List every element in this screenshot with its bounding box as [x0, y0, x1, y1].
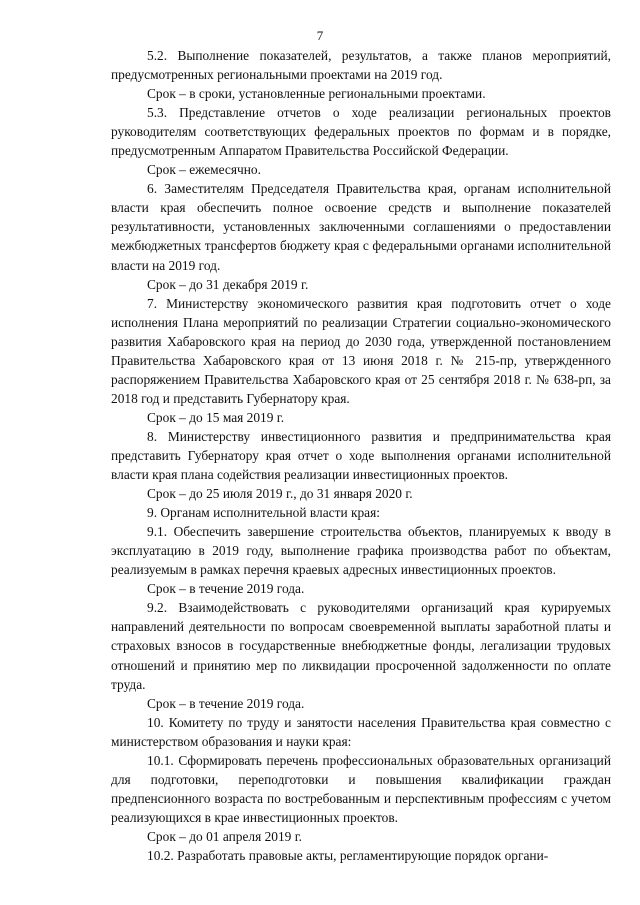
paragraph-9: 9. Органам исполнительной власти края:	[147, 505, 380, 521]
paragraph-10-2: 10.2. Разработать правовые акты, регламентирующие порядок органи-	[147, 847, 549, 863]
deadline-10-1: Срок – до 01 апреля 2019 г.	[147, 828, 303, 844]
document-body	[111, 46, 611, 865]
paragraph-5-3: 5.3. Представление отчетов о ходе реализации региональных проектов руководителям соответствующих федеральных проектов по формам и в порядке, предусмотренным Аппаратом Правительства Российской Федерации.	[111, 105, 611, 159]
deadline-9-1: Срок – в течение 2019 года.	[147, 581, 305, 597]
paragraph-5-2: 5.2. Выполнение показателей, результатов, а также планов мероприятий, предусмотренных региональными проектами на 2019 год.	[111, 48, 611, 83]
paragraph-10-1: 10.1. Сформировать перечень профессиональных образовательных организаций для подготовки, переподготовки и повышения квалификации граждан предпенсионного возраста по востребованным и перспективным профессиям с учетом реализующихся в крае инвестиционных проектов.	[111, 752, 611, 825]
deadline-5-3: Срок – ежемесячно.	[147, 162, 261, 178]
paragraph-6: 6. Заместителям Председателя Правительства края, органам исполнительной власти края обеспечить полное освоение средств и выполнение показателей результативности, установленных заключенными соглашениями о предоставлении межбюджетных трансфертов бюджету края с федеральными органами исполнительной власти на 2019 год.	[111, 181, 611, 273]
paragraph-10: 10. Комитету по труду и занятости населения Правительства края совместно с министерством образования и науки края:	[111, 714, 611, 749]
paragraph-9-1: 9.1. Обеспечить завершение строительства объектов, планируемых к вводу в эксплуатацию в 2019 году, выполнение графика производства работ по объектам, реализуемым в рамках перечня краевых адресных инвестиционных проектов.	[111, 524, 611, 578]
deadline-8: Срок – до 25 июля 2019 г., до 31 января 2020 г.	[147, 486, 413, 502]
deadline-6: Срок – до 31 декабря 2019 г.	[147, 276, 309, 292]
deadline-5-2: Срок – в сроки, установленные региональными проектами.	[147, 86, 486, 102]
deadline-9-2: Срок – в течение 2019 года.	[147, 695, 305, 711]
paragraph-8: 8. Министерству инвестиционного развития и предпринимательства края представить Губернатору края отчет о ходе выполнения органами исполнительной власти края плана содействия реализации инвестиционных проектов.	[111, 428, 611, 483]
paragraph-7: 7. Министерству экономического развития края подготовить отчет о ходе исполнения Плана мероприятий по реализации Стратегии социально-экономического развития Хабаровского края на период до 2030 года, утвержденной постановлением Правительства Хабаровского края от 13 июня 2018 г. № 215-пр, утвержденного распоряжением Правительства Хабаровского края от 25 сентября 2018 г. № 638-рп, за 2018 год и представить Губернатору края.	[111, 295, 611, 406]
paragraph-9-2: 9.2. Взаимодействовать с руководителями организаций края курируемых направлений деятельности по вопросам своевременной выплаты заработной платы и страховых взносов в государственные внебюджетные фонды, легализации трудовых отношений и принятию мер по ликвидации просроченной задолженности по оплате труда.	[111, 600, 611, 692]
page-number: 7	[316, 28, 324, 43]
deadline-7: Срок – до 15 мая 2019 г.	[147, 409, 285, 425]
